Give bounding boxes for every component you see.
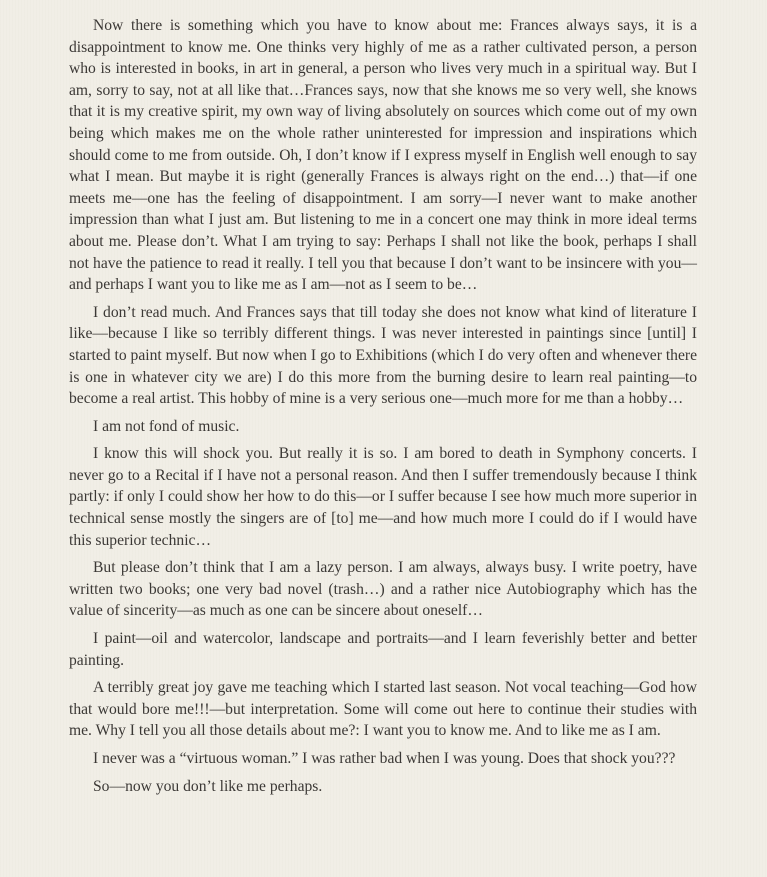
- paragraph: I know this will shock you. But really it is so. I am bored to death in Symphony concerts. I never go to a Recital if I have not a personal reason. And then I suffer tremendously because I think partly: if only I could show her how to do this—or I suffer because I see how much more superior in technical sense mostly the singers are of [to] me—and how much more I could do if I would have this superior technic…: [69, 445, 697, 549]
- paragraph: Now there is something which you have to know about me: Frances always says, it is a disappointment to know me. One thinks very highly of me as a rather cultivated person, a person who is interested in books, in art in general, a person who lives very much in a spiritual way. But I am, sorry to say, not at all like that…Frances says, now that she knows me so very well, she knows that it is my creative spirit, my own way of living absolutely on sources which come out of my own being which makes me on the whole rather uninterested for impression and inspirations which should come to me from outside. Oh, I don’t know if I express myself in English well enough to say what I mean. But maybe it is right (generally Frances is always right on the end…) that—if one meets me—one has the feeling of disappointment. I am sorry—I never want to make another impression than what I just am. But listening to me in a concert one may think in more ideal terms about me. Please don’t. What I am trying to say: Perhaps I shall not like the book, perhaps I shall not have the patience to read it really. I tell you that because I don’t want to be insincere with you—and perhaps I want you to like me as I am—not as I seem to be…: [69, 17, 697, 294]
- paragraph: I am not fond of music.: [93, 417, 240, 435]
- paragraph: So—now you don’t like me perhaps.: [93, 777, 323, 795]
- paragraph: I don’t read much. And Frances says that till today she does not know what kind of literature I like—because I like so terribly different things. I was never interested in paintings since [until] I started to paint myself. But now when I go to Exhibitions (which I do very often and whenever there is one in whatever city we are) I do this more from the burning desire to learn real painting—to become a real artist. This hobby of mine is a very serious one—much more for me than a hobby…: [69, 303, 697, 408]
- paragraph: A terribly great joy gave me teaching which I started last season. Not vocal teaching—God how that would bore me!!!—but interpretation. Some will come out here to continue their studies with me. Why I tell you all those details about me?: I want you to know me. And to like me as I am.: [69, 679, 697, 740]
- paragraph: I never was a “virtuous woman.” I was rather bad when I was young. Does that shock you???: [93, 750, 676, 767]
- letter-page: [69, 15, 697, 803]
- paragraph: But please don’t think that I am a lazy person. I am always, always busy. I write poetry, have written two books; one very bad novel (trash…) and a rather nice Autobiography which has the value of sincerity—as much as one can be sincere about oneself…: [69, 559, 697, 620]
- paragraph: I paint—oil and watercolor, landscape and portraits—and I learn feverishly better and better painting.: [69, 630, 697, 669]
